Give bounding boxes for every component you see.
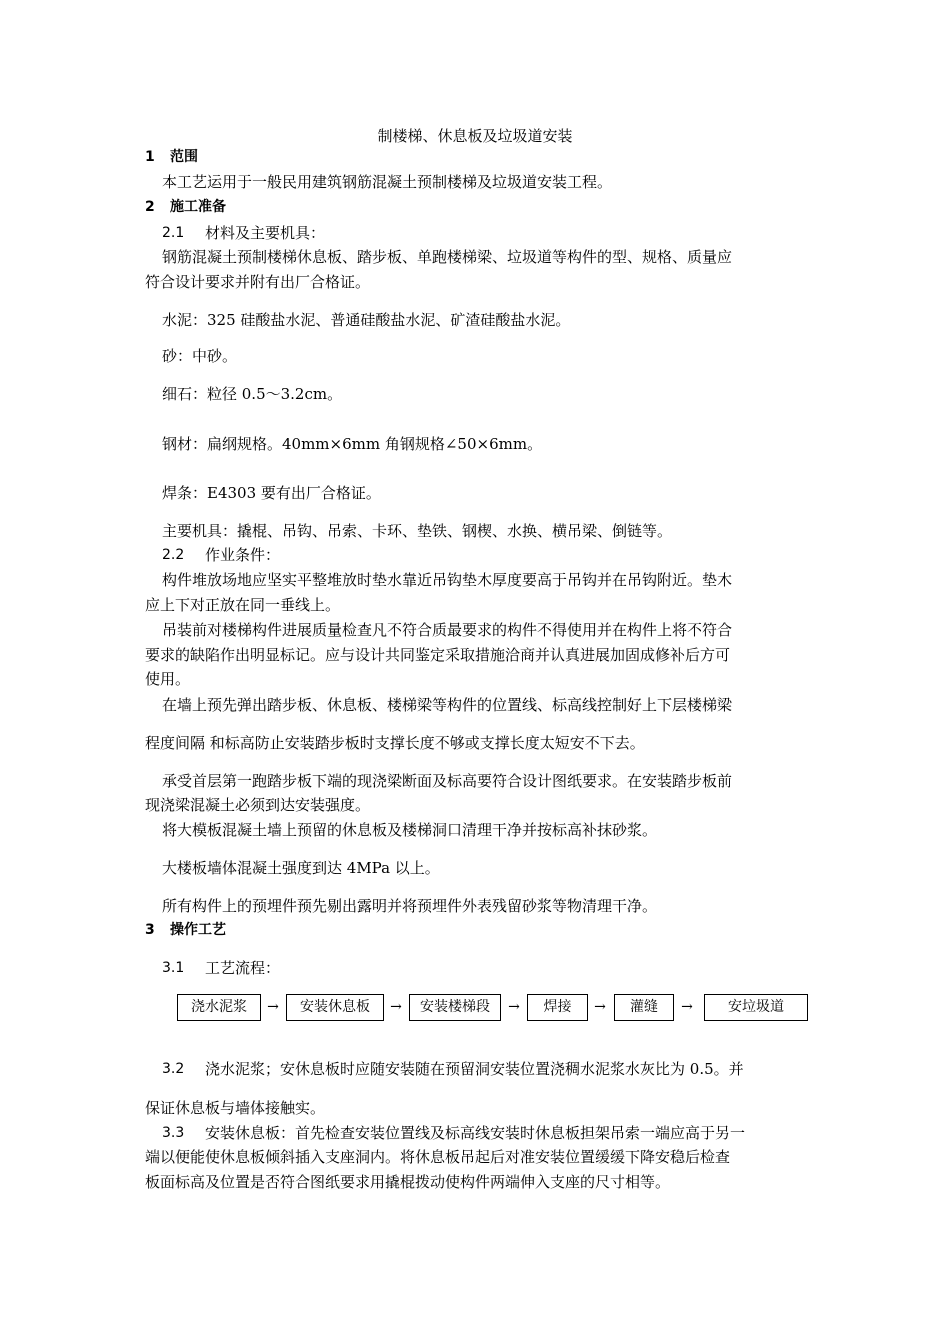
flow-arrow-4: → bbox=[594, 999, 606, 1015]
condition-4-line-2: 现浇梁混凝土必须到达安装强度。 bbox=[145, 796, 371, 814]
section-2-heading: 施工准备 bbox=[170, 199, 226, 215]
condition-2-line-1: 吊装前对楼梯构件进展质量检查凡不符合质最要求的构件不得使用并在构件上将不符合 bbox=[162, 621, 733, 639]
steel-line: 钢材：扁纲规格。40mm×6mm 角钢规格∠50×6mm。 bbox=[162, 435, 543, 453]
flow-step-install-landing-slab: 安装休息板 bbox=[286, 994, 384, 1021]
flow-step-fill-joints: 灌缝 bbox=[614, 994, 674, 1021]
tools-line: 主要机具：撬棍、吊钩、吊索、卡环、垫铁、钢楔、水换、横吊梁、倒链等。 bbox=[162, 522, 673, 540]
flow-step-install-stair-flight: 安装楼梯段 bbox=[409, 994, 501, 1021]
flow-step-install-garbage-chute: 安垃圾道 bbox=[704, 994, 808, 1021]
condition-1-line-1: 构件堆放场地应坚实平整堆放时垫水靠近吊钩垫木厚度要高于吊钩并在吊钩附近。垫木 bbox=[162, 571, 733, 589]
subsection-3-3-line-3: 板面标高及位置是否符合图纸要求用撬棍拨动使构件两端伸入支座的尺寸相等。 bbox=[145, 1173, 671, 1191]
welding-rod-line: 焊条：E4303 要有出厂合格证。 bbox=[162, 484, 381, 502]
subsection-3-3-number: 3.3 bbox=[162, 1125, 185, 1141]
condition-2-line-2: 要求的缺陷作出明显标记。应与设计共同鉴定采取措施洽商并认真进展加固成修补后方可 bbox=[145, 646, 731, 664]
condition-6-line: 大楼板墙体混凝土强度到达 4MPa 以上。 bbox=[162, 859, 440, 877]
sand-line: 砂：中砂。 bbox=[162, 347, 238, 365]
section-1-heading: 范围 bbox=[170, 149, 198, 165]
subsection-3-1-number: 3.1 bbox=[162, 960, 185, 976]
condition-2-line-3: 使用。 bbox=[145, 670, 191, 688]
condition-3-line-2: 程度间隔 和标高防止安装踏步板时支撑长度不够或支撑长度太短安不下去。 bbox=[145, 734, 645, 752]
flow-arrow-5: → bbox=[681, 999, 693, 1015]
subsection-2-1-number: 2.1 bbox=[162, 225, 185, 241]
materials-paragraph-line-1: 钢筋混凝土预制楼梯休息板、踏步板、单跑楼梯梁、垃圾道等构件的型、规格、质量应 bbox=[162, 248, 733, 266]
subsection-3-2-line-1: 浇水泥浆；安休息板时应随安装随在预留洞安装位置浇稠水泥浆水灰比为 0.5。并 bbox=[205, 1060, 744, 1078]
section-3-heading: 操作工艺 bbox=[170, 922, 226, 938]
condition-7-line: 所有构件上的预埋件预先剔出露明并将预埋件外表残留砂浆等物清理干净。 bbox=[162, 897, 658, 915]
page-title: 制楼梯、休息板及垃圾道安装 bbox=[377, 127, 573, 145]
condition-3-line-1: 在墙上预先弹出踏步板、休息板、楼梯梁等构件的位置线、标高线控制好上下层楼梯梁 bbox=[162, 696, 733, 714]
subsection-3-3-line-2: 端以便能使休息板倾斜插入支座洞内。将休息板吊起后对准安装位置缓缓下降安稳后检查 bbox=[145, 1148, 731, 1166]
flow-arrow-3: → bbox=[508, 999, 520, 1015]
section-3-number: 3 bbox=[145, 922, 155, 938]
section-1-number: 1 bbox=[145, 149, 155, 165]
flow-step-weld: 焊接 bbox=[527, 994, 588, 1021]
flow-step-grout: 浇水泥浆 bbox=[177, 994, 261, 1021]
subsection-3-2-line-2: 保证休息板与墙体接触实。 bbox=[145, 1099, 326, 1117]
flow-arrow-2: → bbox=[390, 999, 402, 1015]
subsection-3-3-line-1: 安装休息板：首先检查安装位置线及标高线安装时休息板担架吊索一端应高于另一 bbox=[205, 1124, 746, 1142]
subsection-2-2-number: 2.2 bbox=[162, 547, 185, 563]
cement-line: 水泥：325 硅酸盐水泥、普通硅酸盐水泥、矿渣硅酸盐水泥。 bbox=[162, 311, 571, 329]
materials-paragraph-line-2: 符合设计要求并附有出厂合格证。 bbox=[145, 273, 371, 291]
subsection-2-2-heading: 作业条件： bbox=[205, 546, 281, 564]
subsection-3-2-number: 3.2 bbox=[162, 1061, 185, 1077]
condition-1-line-2: 应上下对正放在同一垂线上。 bbox=[145, 596, 341, 614]
stone-line: 细石：粒径 0.5～3.2cm。 bbox=[162, 385, 343, 403]
section-1-text: 本工艺运用于一般民用建筑钢筋混凝土预制楼梯及垃圾道安装工程。 bbox=[162, 173, 613, 191]
subsection-3-1-heading: 工艺流程： bbox=[205, 959, 281, 977]
condition-4-line-1: 承受首层第一跑踏步板下端的现浇梁断面及标高要符合设计图纸要求。在安装踏步板前 bbox=[162, 772, 733, 790]
flow-arrow-1: → bbox=[267, 999, 279, 1015]
section-2-number: 2 bbox=[145, 199, 155, 215]
subsection-2-1-heading: 材料及主要机具： bbox=[205, 224, 326, 242]
condition-5-line: 将大模板混凝土墙上预留的休息板及楼梯洞口清理干净并按标高补抹砂浆。 bbox=[162, 821, 658, 839]
